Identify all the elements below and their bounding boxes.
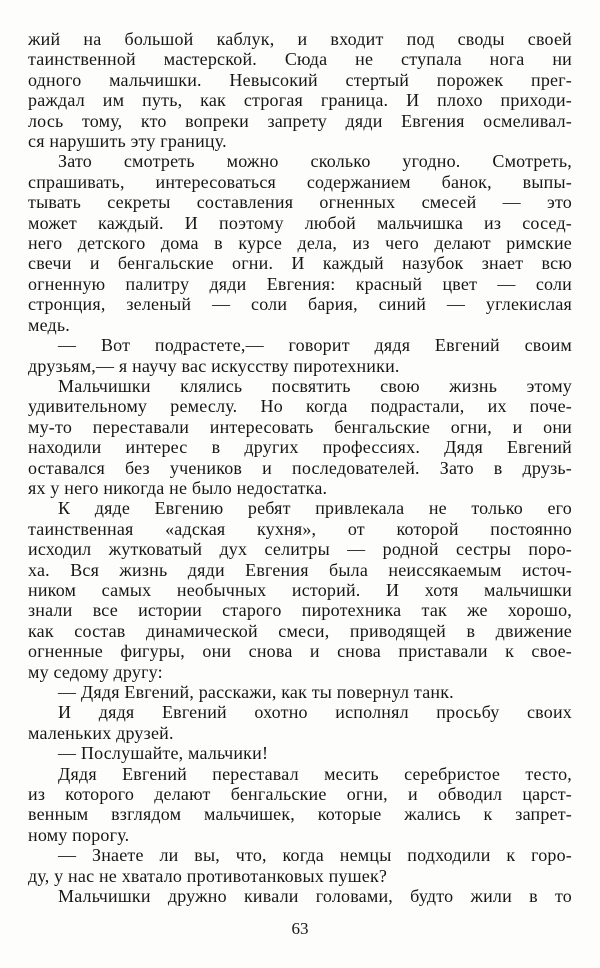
text-line: И дядя Евгений охотно исполнял просьбу своих	[58, 702, 572, 723]
text-line: спрашивать, интересоваться содержанием банок, выпы-	[28, 171, 572, 192]
text-line: му седому другу:	[28, 661, 163, 682]
text-line: одного мальчишки. Невысокий стертый порожек прег-	[28, 69, 572, 90]
text-line: исходил жутковатый дух селитры — родной сестры поро-	[28, 539, 572, 560]
text-line: огненные фигуры, они снова и снова приставали к свое-	[28, 641, 572, 662]
text-line: маленьких друзей.	[28, 722, 174, 743]
text-block	[28, 29, 572, 906]
text-line: ся нарушить эту границу.	[28, 131, 227, 152]
text-line: венным взглядом мальчишек, которые жались к запрет-	[28, 804, 572, 825]
text-line: К дяде Евгению ребят привлекала не только его	[58, 498, 572, 519]
text-line: находили интерес в других профессиях. Дядя Евгений	[28, 437, 572, 458]
text-line: знали все истории старого пиротехника так же хорошо,	[28, 600, 572, 621]
text-line: му-то переставали интересовать бенгальские огни, и они	[28, 416, 572, 437]
text-line: огненную палитру дяди Евгения: красный цвет — соли	[28, 273, 572, 294]
text-line: оставался без учеников и последователей. Зато в друзь-	[28, 457, 572, 478]
text-line: жий на большой каблук, и входит под своды своей	[28, 29, 572, 49]
text-line: Зато смотреть можно сколько угодно. Смотреть,	[58, 151, 572, 172]
text-line: ному порогу.	[28, 824, 130, 845]
text-line: — Дядя Евгений, расскажи, как ты повернул танк.	[58, 682, 454, 702]
text-line: как состав динамической смеси, приводящей в движение	[28, 620, 572, 641]
text-line: может каждый. И поэтому любой мальчишка из сосед-	[28, 212, 572, 233]
text-line: ником самых необычных историй. И хотя мальчишки	[28, 579, 572, 600]
text-line: из которого делают бенгальские огни, и обводил царст-	[28, 784, 572, 805]
text-line: стронция, зеленый — соли бария, синий — углекислая	[28, 294, 572, 315]
text-line: ха. Вся жизнь дяди Евгения была неиссякаемым источ-	[28, 559, 572, 580]
text-line: ду, у нас не хватало противотанковых пушек?	[28, 865, 388, 886]
text-line: удивительному ремеслу. Но когда подрастали, их поче-	[28, 396, 572, 417]
text-line: него детского дома в курсе дела, из чего делают римские	[28, 233, 572, 254]
page-number: 63	[291, 919, 309, 939]
text-line: — Знаете ли вы, что, когда немцы подходили к горо-	[58, 845, 572, 866]
text-line: лось тому, кто вопреки запрету дяди Евгения осмеливал-	[28, 110, 572, 131]
text-line: таинственной мастерской. Сюда не ступала нога ни	[28, 49, 572, 70]
text-line: свечи и бенгальские огни. И каждый назубок знает всю	[28, 253, 572, 274]
text-line: тывать секреты составления огненных смесей — это	[28, 192, 572, 213]
text-line: Мальчишки клялись посвятить свою жизнь этому	[58, 375, 572, 396]
text-line: раждал им путь, как строгая граница. И плохо приходи-	[28, 90, 572, 111]
text-line: друзьям,— я научу вас искусству пиротехники.	[28, 355, 400, 376]
text-line: Мальчишки дружно кивали головами, будто жили в то	[58, 886, 572, 907]
text-line: — Вот подрастете,— говорит дядя Евгений своим	[58, 335, 572, 356]
text-line: — Послушайте, мальчики!	[58, 743, 269, 764]
text-line: Дядя Евгений переставал месить серебристое тесто,	[58, 763, 572, 784]
text-line: таинственная «адская кухня», от которой постоянно	[28, 518, 572, 539]
text-line: медь.	[28, 314, 71, 335]
text-line: ях у него никогда не было недостатка.	[28, 477, 328, 498]
